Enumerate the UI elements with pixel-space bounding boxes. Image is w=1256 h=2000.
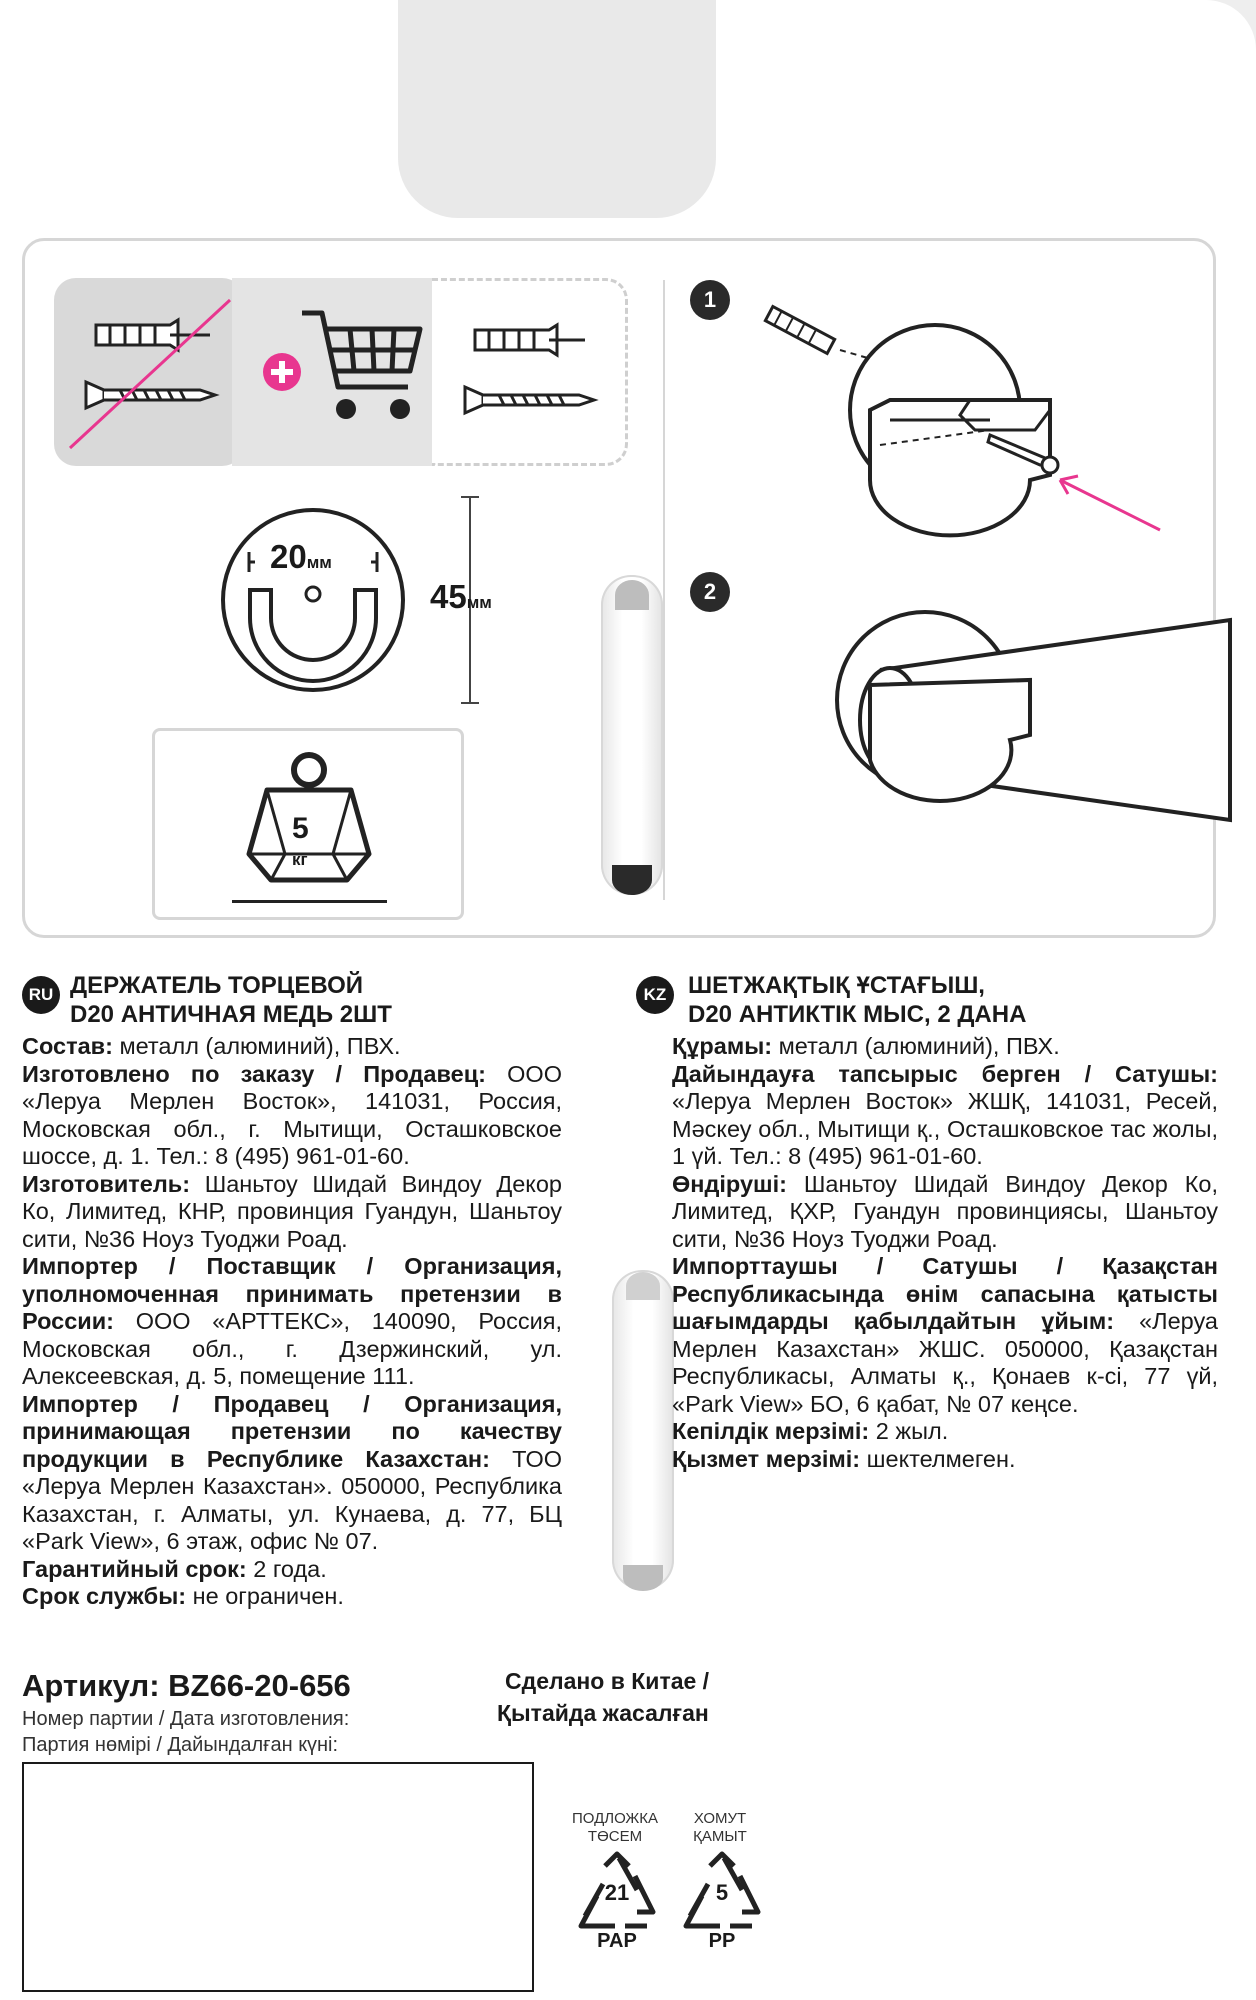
kz-producer xyxy=(672,1171,1218,1254)
kz-ordered-by-value: «Леруа Мерлен Восток» ЖШҚ, 141031, Ресей, Мәскеу обл., Мытищи қ., Осташковское тас жолы, 1 үй. Тел.: 8 (495) 961-01-60. xyxy=(672,1088,1218,1169)
batch-label-ru: Номер партии / Дата изготовления: xyxy=(22,1708,350,1730)
ru-warranty-label: Гарантийный срок: xyxy=(22,1555,247,1582)
card-corner xyxy=(1196,0,1256,60)
weight-unit: кг xyxy=(292,850,308,869)
kz-warranty-value: 2 жыл. xyxy=(869,1418,949,1444)
recycle-2-label-ru: ХОМУТ xyxy=(693,1810,747,1827)
ru-manufacturer-label: Изготовитель: xyxy=(22,1170,191,1197)
kz-ordered-by xyxy=(672,1061,1218,1171)
blister-strap-top xyxy=(601,575,663,895)
ru-warranty xyxy=(22,1556,562,1584)
ru-service-life-value: не ограничен. xyxy=(186,1583,344,1609)
ru-composition-label: Состав: xyxy=(22,1033,113,1059)
width-value: 20 xyxy=(270,538,307,575)
recycle-2-code: PP xyxy=(708,1930,736,1952)
made-in-kz: Қытайда жасалған xyxy=(497,1700,709,1726)
mounting-step-1-drawing xyxy=(760,300,1180,550)
ru-importer-kazakhstan-label: Импортер / Продавец / Организация, принимающая претензии по качеству продукции в Республике Казахстан: xyxy=(22,1390,562,1472)
kz-producer-value: Шаньтоу Шидай Виндоу Декор Ко, Лимитед, ҚХР, Гуандун провинциясы, Шаньтоу сити, №36 Ноуз Туоджи Роад. xyxy=(672,1170,1218,1252)
kz-description xyxy=(672,1033,1218,1473)
ru-made-to-order-value: ООО «Леруа Мерлен Восток», 141031, Россия, Московская обл., г. Мытищи, Осташковское шоссе, д. 1. Тел.: 8 (495) 961-01-60. xyxy=(22,1060,562,1169)
recycle-1-number: 21 xyxy=(604,1880,630,1905)
recycle-2-number: 5 xyxy=(715,1880,729,1905)
strap-slot-bottom xyxy=(612,865,652,895)
panel-divider xyxy=(663,280,665,900)
ru-manufacturer-value: Шаньтоу Шидай Виндоу Декор Ко, Лимитед, КНР, провинция Гуандун, Шаньтоу сити, №36 Ноуз Туоджи Роад. xyxy=(22,1170,562,1252)
made-in-ru: Сделано в Китае / xyxy=(505,1668,710,1694)
ru-composition-value: металл (алюминий), ПВХ. xyxy=(112,1033,401,1059)
recycle-2-label-kz: ҚАМЫТ xyxy=(693,1828,747,1845)
ru-importer-russia-label: Импортер / Поставщик / Организация, уполномоченная принимать претензии в России: xyxy=(22,1253,562,1334)
kz-warranty-label: Кепілдік мерзімі: xyxy=(672,1418,870,1444)
kz-composition-label: Құрамы: xyxy=(672,1033,773,1059)
ru-language-badge: RU xyxy=(22,976,60,1014)
weight-baseline xyxy=(232,900,387,903)
mounting-step-2-drawing xyxy=(830,590,1230,850)
kz-service-life-label: Қызмет мерзімі: xyxy=(672,1445,861,1472)
step-2-badge: 2 xyxy=(690,572,730,612)
step-1-badge: 1 xyxy=(690,280,730,320)
kz-title-line2: D20 АНТИКТІК МЫС, 2 ДАНА xyxy=(688,1001,1027,1028)
dowel-screw-crossed-icon xyxy=(70,300,230,450)
recycle-1-label-ru: ПОДЛОЖКА xyxy=(571,1810,659,1827)
kz-service-life-value: шектелмеген. xyxy=(860,1445,1016,1472)
kz-composition xyxy=(672,1033,1218,1061)
ru-title-line1: ДЕРЖАТЕЛЬ ТОРЦЕВОЙ xyxy=(70,972,363,999)
width-unit: мм xyxy=(306,553,332,572)
kz-importer-label: Импорттаушы / Сатушы / Қазақстан Республикасында өнім сапасына қатысты шағымдарды қабылдайтын ұйым: xyxy=(672,1253,1218,1334)
kz-warranty xyxy=(672,1418,1218,1446)
height-value: 45 xyxy=(430,578,467,615)
kz-title-line1: ШЕТЖАҚТЫҚ ҰСТАҒЫШ, xyxy=(688,972,985,999)
kz-ordered-by-label: Дайындауға тапсырыс берген / Сатушы: xyxy=(672,1060,1218,1087)
kz-producer-label: Өндіруші: xyxy=(672,1170,787,1197)
ru-importer-kazakhstan xyxy=(22,1391,562,1556)
ru-made-to-order-label: Изготовлено по заказу / Продавец: xyxy=(22,1060,486,1087)
kz-service-life xyxy=(672,1446,1218,1474)
width-dimension xyxy=(270,538,332,576)
ru-importer-kazakhstan-value: ТОО «Леруа Мерлен Казахстан». 050000, Республика Казахстан, г. Алматы, ул. Кунаева, д. 77, БЦ «Park View», 6 этаж, офис № 07. xyxy=(22,1445,562,1554)
ru-composition xyxy=(22,1033,562,1061)
weight-value: 5 xyxy=(292,812,309,845)
height-dimension xyxy=(430,578,492,616)
ru-service-life-label: Срок службы: xyxy=(22,1583,187,1609)
weight-icon xyxy=(245,750,375,885)
strap-slot-top-2 xyxy=(626,1272,660,1300)
ru-made-to-order xyxy=(22,1061,562,1171)
ru-description xyxy=(22,1033,562,1611)
height-unit: мм xyxy=(466,593,492,612)
kz-importer-value: «Леруа Мерлен Казахстан» ЖШС. 050000, Қазақстан Республикасы, Алматы қ., Қонаев к-сі, 77 үй, «Park View» БО, 6 қабат, № 07 кеңсе. xyxy=(672,1308,1218,1417)
kz-composition-value: металл (алюминий), ПВХ. xyxy=(772,1033,1060,1059)
shopping-cart-icon xyxy=(300,305,425,430)
ru-title-line2: D20 АНТИЧНАЯ МЕДЬ 2ШТ xyxy=(70,1001,392,1028)
kz-importer xyxy=(672,1253,1218,1418)
ru-manufacturer xyxy=(22,1171,562,1254)
batch-label-kz: Партия нөмірі / Дайындалған күні: xyxy=(22,1734,339,1756)
kz-language-badge: KZ xyxy=(636,976,674,1014)
strap-slot-top xyxy=(615,580,649,610)
recycle-1-code: PAP xyxy=(597,1930,637,1952)
holder-dimension-drawing xyxy=(205,500,425,720)
plus-icon xyxy=(262,352,302,392)
recycle-1-label-kz: ТӨСЕМ xyxy=(587,1828,643,1845)
blister-strap-bottom xyxy=(612,1270,674,1590)
ru-service-life xyxy=(22,1583,562,1611)
hang-hole xyxy=(398,0,716,218)
article-number: Артикул: BZ66-20-656 xyxy=(22,1668,351,1703)
batch-number-box xyxy=(22,1762,534,1992)
ru-importer-russia-value: ООО «АРТТЕКС», 140090, Россия, Московская обл., г. Дзержинский, ул. Алексеевская, д. 5, помещение 111. xyxy=(22,1308,562,1389)
dowel-screw-icon xyxy=(465,315,615,445)
strap-slot-bottom-2 xyxy=(623,1565,663,1591)
ru-importer-russia xyxy=(22,1253,562,1391)
ru-warranty-value: 2 года. xyxy=(246,1555,327,1582)
